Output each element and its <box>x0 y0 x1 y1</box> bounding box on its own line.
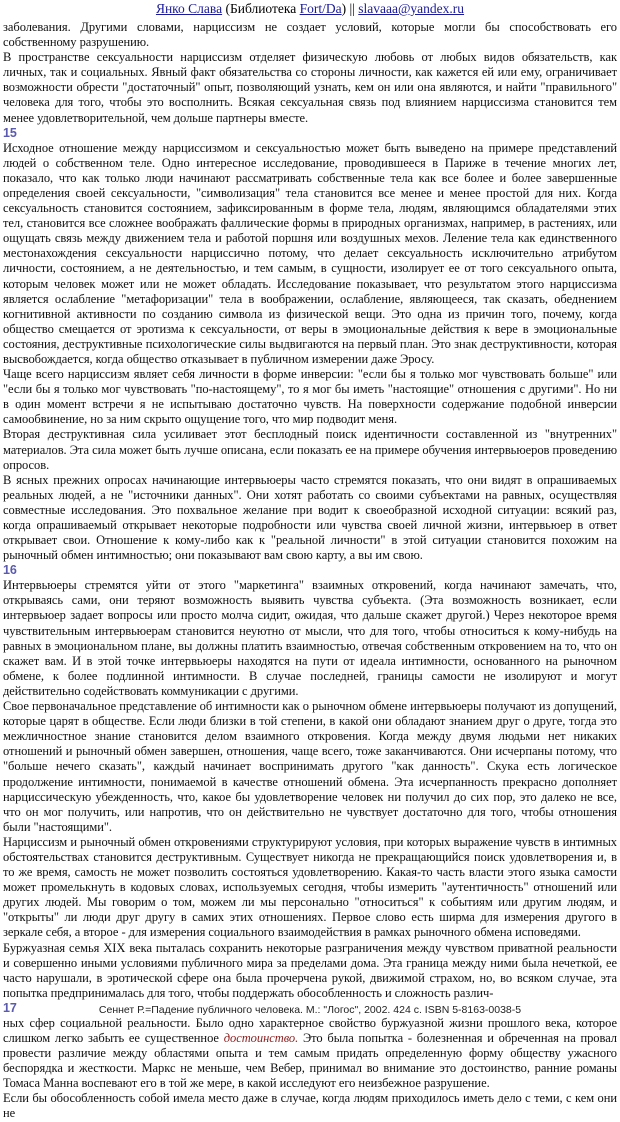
library-prefix: (Библиотека <box>222 1 300 16</box>
author-link[interactable]: Янко Слава <box>155 1 223 16</box>
paragraph: Если бы обособленность собой имела место даже в случае, когда людям приходилось иметь дело с теми, с кем они не <box>3 1091 617 1121</box>
paragraph-text: Это была попытка - болезненная и обреченная на провал провести различие между областями опыта и тем самым придать определенную форму обществу ужасного беспорядка и жесткости. Маркс не меньше, чем Вебер, принимал во внимание это достоинство, ранние романы Томаса Манна воспевают его в той же мере, в какой исследуют его неизбежное разрушение. <box>3 1031 617 1091</box>
paragraph: Интервьюеры стремятся уйти от этого "маркетинга" взаимных откровений, когда начинают замечать, что, открываясь сами, они теряют возможность выявить чувства субъекта. (Эта возможность возникает, если интервьюер задает вопросы или просто молча сидит, ожидая, что дальше скажет другой.) Через некоторое время чувствительным интервьюерам становится неуютно от мысли, что для того, чтобы относиться к кому-нибудь на равных в эмоциональном плане, вы должны платить взаимностью, отвечая собственным откровением на то, что он скажет вам. И в этой точке интервьюеры находятся на пути от идеала интимности, основанного на рыночном обмене, к более подлинной интимности. В случае последней, границы самости не изолируют и могут действительно содействовать коммуникации с другими. <box>3 578 617 698</box>
paragraph: Свое первоначальное представление об интимности как о рыночном обмене интервьюеры получают из допущений, которые царят в обществе. Если люди близки в той степени, в какой они обладают знанием друг о друге, тогда это межличностное знание становится делом взаимного откровения. Когда между двумя людьми нет никаких отношений и рыночный обмен завершен, отношения, чаще всего, тоже заканчиваются. Они исчерпаны потому, что "больше нечего сказать", каждый начинает воспринимать другого "как данность". Скука есть логическое продолжение интимности, понимаемой в качестве отношений обмена. Эта исчерпанность прекрасно дополняет нарциссическую убежденность, что, какое бы удовлетворение человек ни получил до сих пор, это далеко не все, что он мог получить, или напротив, что он действительно не чувствует достаточно для того, чтобы отношения были "настоящими". <box>3 699 617 834</box>
page-header <box>0 1 620 17</box>
citation-footer: Сеннет Р.=Падение публичного человека. М.: "Логос", 2002. 424 с. ISBN 5-8163-0038-5 <box>98 1004 522 1016</box>
emphasized-word: достоинство. <box>223 1031 299 1045</box>
page-number-marker: 15 <box>3 125 17 140</box>
paragraph: Вторая деструктивная сила усиливает этот бесплодный поиск идентичности составленной из "внутренних" материалов. Эта сила может быть лучше описана, если показать ее на примере обучения интервьюеров проведению опросов. <box>3 427 617 472</box>
page-number-marker: 16 <box>3 563 17 578</box>
paragraph: Буржуазная семья XIX века пыталась сохранить некоторые разграничения между чувством приватной реальности и совершенно иными условиями публичного мира за пределами дома. Эта граница между ними была нечеткой, ее часто нарушали, в эротической сфере она была прочерчена рукой, движимой страхом, но, во всяком случае, эта попытка предпринималась для того, чтобы поддержать обособленность и сложность различ- <box>3 940 617 1000</box>
paragraph: В ясных прежних опросах начинающие интервьюеры часто стремятся показать, что они видят в опрашиваемых реальных людей, а не "источники данных". Они хотят работать со своими субъектами на равных, осуществляя совместные исследования. Это похвальное желание при водит к своеобразной исходной ситуации: всякий раз, когда опрашиваемый открывает некоторые подробности или чувства своей личной жизни, интервьюер в ответ открывает свои. Отношение к кому-либо как к "реальной личности" в этой ситуации становится похожим на рыночный обмен интимностью; они показывают вам свою карту, а вы им свою. <box>3 472 617 563</box>
paragraph: В пространстве сексуальности нарциссизм отделяет физическую любовь от любых видов обязательств, как личных, так и социальных. Явный факт обязательства со стороны личности, как кажется ей или ему, ограничивает возможности обрести "достаточный" опыт, позволяющий узнать, кем он или она являются, и найти "правильного" человека для того, чтобы это восполнить. Всякая сексуальная связь под влиянием нарциссизма становится тем менее удовлетворительной, чем дольше партнеры вместе. <box>3 50 617 125</box>
paragraph: Нарциссизм и рыночный обмен откровениями структурируют условия, при которых выражение чувств в интимных обстоятельствах становится деструктивным. Существует никогда не прекращающийся поиск удовлетворения и, в то же время, самость не может позволить состояться удовлетворению. Какая-то часть власти этого языка самости может промелькнуть в кодовых словах, используемых сегодня, чтобы измерить "аутентичность" отношений или других людей. Мы говорим о том, можем ли мы персонально "относиться" к событиям или другим людям, и "открыты" ли люди друг другу в самих этих отношениях. Первое слово есть ширма для измерения другого в зеркале себя, а второе - для измерения социального взаимодействия в рамках рыночного обмена исповедями. <box>3 834 617 940</box>
email-link[interactable]: slavaaa@yandex.ru <box>358 1 465 16</box>
paragraph-text: ных сфер социальной реальности. Было одно характерное свойство буржуазной жизни прошлого века, которое слишком легко забыть ее существенное <box>3 1015 617 1045</box>
paragraph: Чаще всего нарциссизм являет себя личности в форме инверсии: "если бы я только мог чувствовать больше" или "если бы я только мог чувствовать "по-настоящему", то я мог бы иметь "настоящие" отношения с другими". Но ни в один момент встречи я не испытываю достаточно чувств. На поверхности содержание подобной инверсии самообвинение, но за ним скрыто ощущение того, что мир подводит меня. <box>3 367 617 427</box>
paragraph <box>3 1016 617 1091</box>
page-number-marker: 17 <box>3 1000 17 1015</box>
library-link[interactable]: Fort/Da <box>299 1 342 16</box>
paragraph: заболевания. Другими словами, нарциссизм не создает условий, которые могли бы способствовать его собственному разрушению. <box>3 20 617 50</box>
paragraph: Исходное отношение между нарциссизмом и сексуальностью может быть выведено на примере представлений людей о собственном теле. Одно интересное исследование, проводившееся в Париже в течение многих лет, показало, что как только люди начинают рассматривать собственные тела как все более и более завершенные определения своей сексуальности, "символизация" тела становится все менее и менее простой для них. Когда сексуальность становится состоянием, зафиксированным в форме тела, людям, являющимся обладателями этих тел, становится все сложнее воображать фаллические формы в природных организмах, например, в растениях, или ощущать связь между движением тела и работой поршня или воздушных мехов. Леление тела как единственного местонахождения сексуальности нарциссично потому, что делает сексуальность исключительно атрибутом личности, состоянием, а не деятельностью, и тем самым, в сущности, изолирует ее от того сексуального опыта, которым человек может или не может обладать. Исследование показывает, что результатом этого нарциссизма является ослабление "метафоризации" тела в воображении, ослабление, являющееся, так сказать, обеднением когнитивной активности по созданию символа из физической вещи. Это одна из причин того, почему, когда общество смещается от эротизма к сексуальности, от веры в эмоциональные действия к вере в эмоциональные состояния, деструктивные психологические силы выдвигаются на первый план. Это знак деструктивности, которая высвобождается, когда общество отказывает в публичном измерении даже Эросу. <box>3 140 617 366</box>
library-suffix: ) || <box>341 1 359 16</box>
